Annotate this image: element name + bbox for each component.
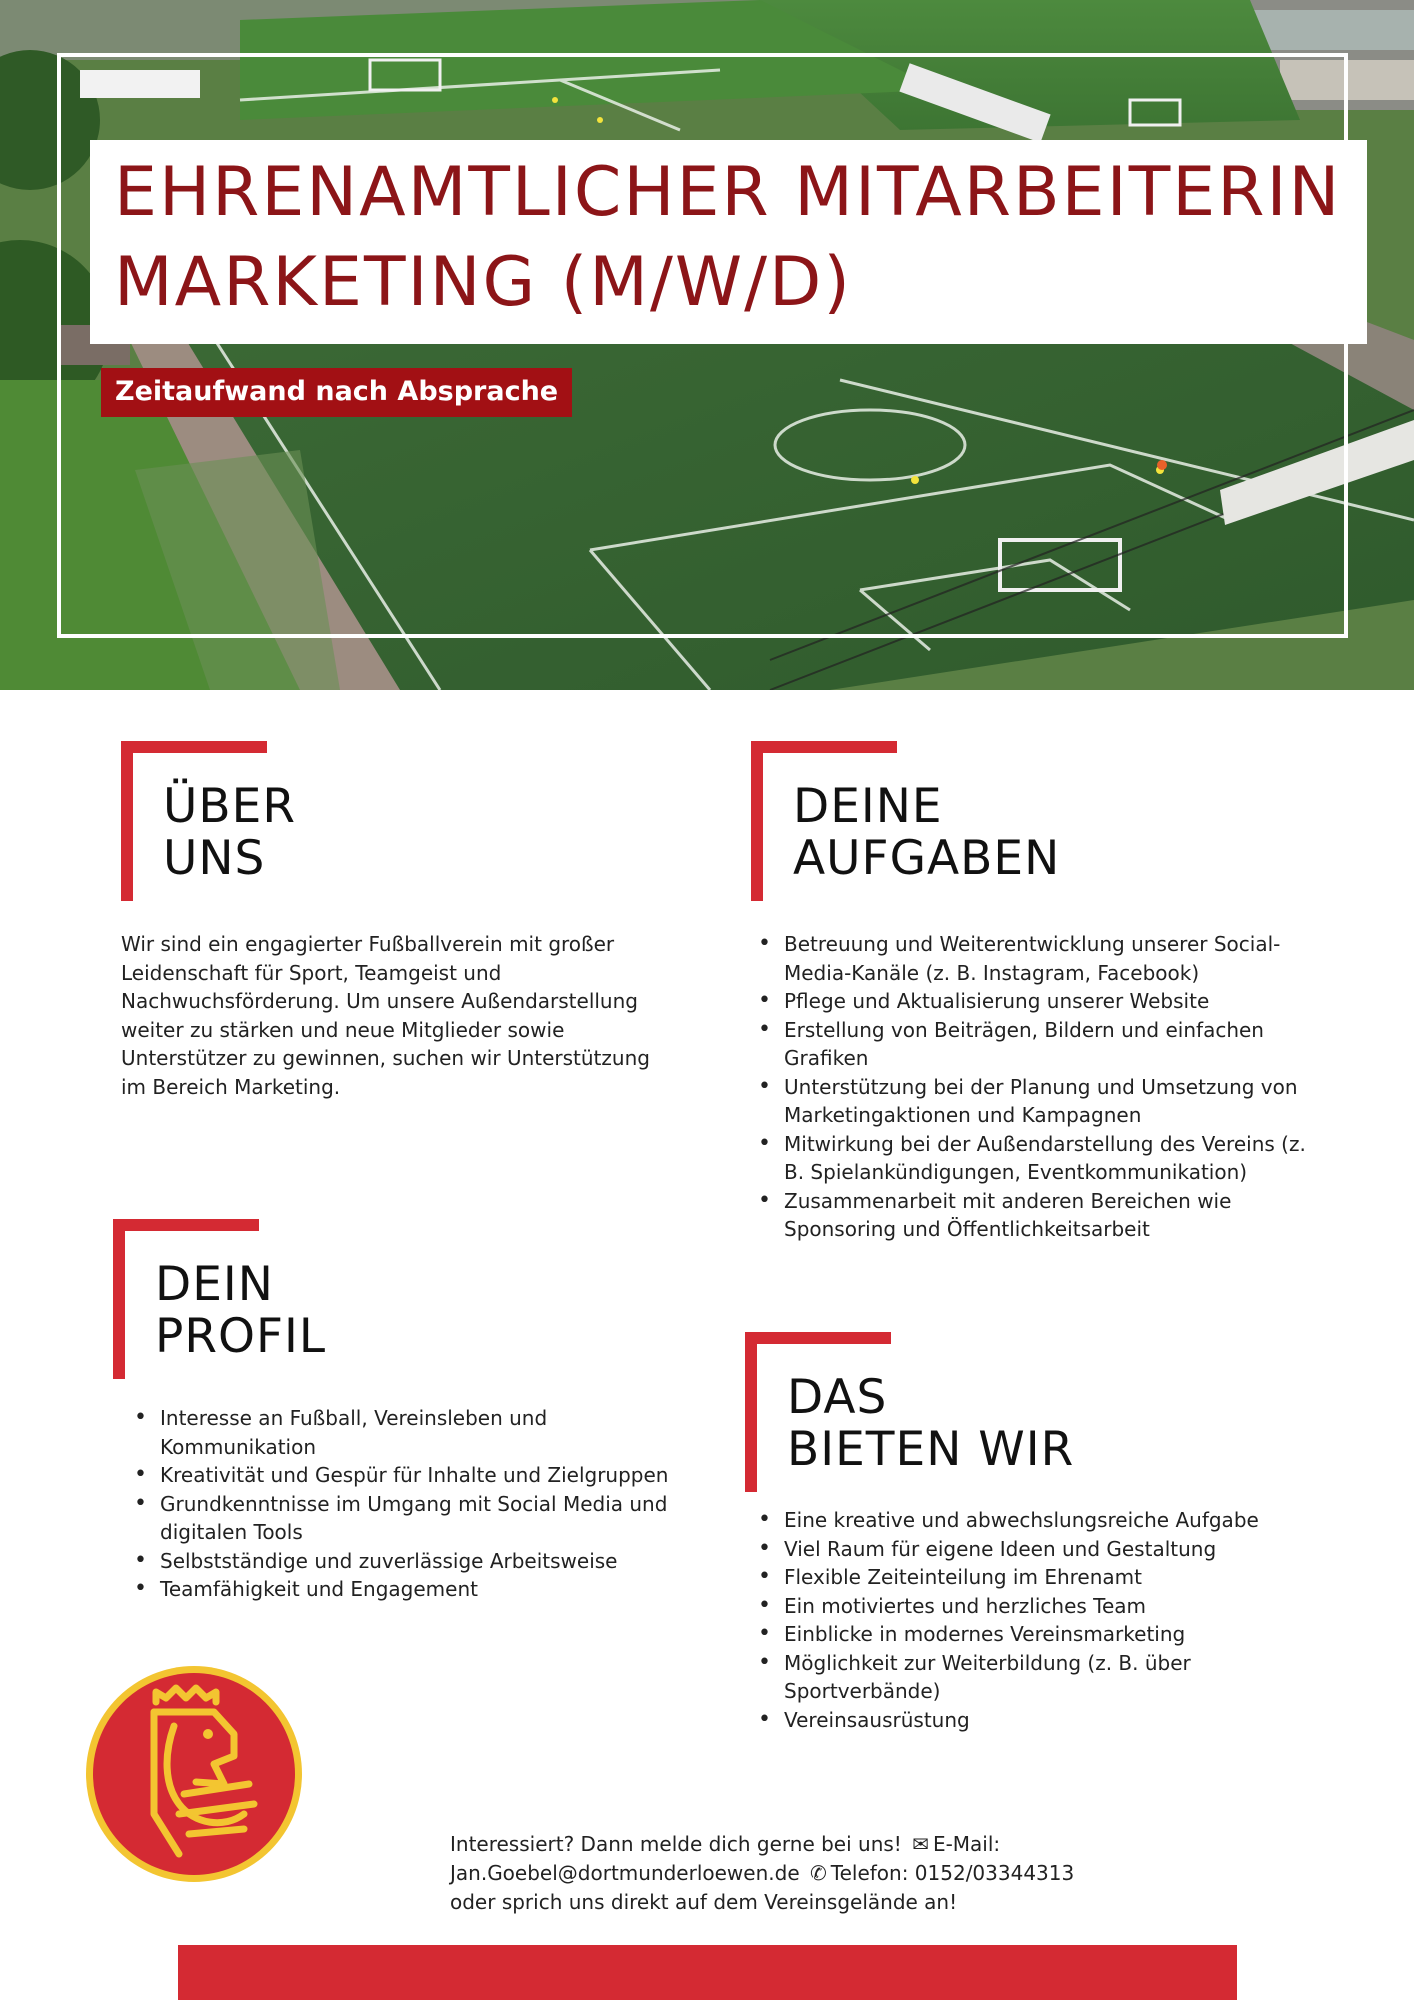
heading-accent-bar bbox=[121, 741, 133, 901]
job-title-line1: EHRENAMTLICHER MITARBEITERIN bbox=[114, 153, 1342, 232]
tasks-heading-text: DEINE AUFGABEN bbox=[793, 779, 1061, 886]
list-item: • Betreuung und Weiterentwicklung unserer Social-Media-Kanäle (z. B. Instagram, Facebook) bbox=[758, 930, 1318, 987]
list-item: • Unterstützung bei der Planung und Umsetzung von Marketingaktionen und Kampagnen bbox=[758, 1073, 1318, 1130]
list-item: • Flexible Zeiteinteilung im Ehrenamt bbox=[758, 1563, 1318, 1592]
heading-accent-bar bbox=[751, 741, 897, 753]
phone-number[interactable]: Telefon: 0152/03344313 bbox=[830, 1861, 1075, 1885]
list-item: • Viel Raum für eigene Ideen und Gestaltung bbox=[758, 1535, 1318, 1564]
about-text: Wir sind ein engagierter Fußballverein mit großer Leidenschaft für Sport, Teamgeist und Nachwuchsförderung. Um unsere Außendarstellung weiter zu stärken und neue Mitglieder sowie Unterstützer zu gewinnen, suchen wir Unterstützung im Bereich Marketing. bbox=[121, 932, 650, 1099]
time-commitment-badge: Zeitaufwand nach Absprache bbox=[101, 368, 572, 417]
contact-intro: Interessiert? Dann melde dich gerne bei uns! bbox=[450, 1832, 902, 1856]
profile-list bbox=[134, 1404, 694, 1604]
contact-info bbox=[450, 1830, 1150, 1917]
list-item: • Erstellung von Beiträgen, Bildern und einfachen Grafiken bbox=[758, 1016, 1318, 1073]
list-item: • Teamfähigkeit und Engagement bbox=[134, 1575, 694, 1604]
email-link[interactable]: Jan.Goebel@dortmunderloewen.de bbox=[450, 1861, 800, 1885]
offer-list bbox=[758, 1506, 1318, 1734]
list-item: • Vereinsausrüstung bbox=[758, 1706, 1318, 1735]
contact-outro: oder sprich uns direkt auf dem Vereinsgelände an! bbox=[450, 1890, 958, 1914]
job-title-line2: MARKETING (M/W/D) bbox=[114, 243, 852, 322]
list-item: • Mitwirkung bei der Außendarstellung des Vereins (z. B. Spielankündigungen, Eventkommunikation) bbox=[758, 1130, 1318, 1187]
list-item: • Grundkenntnisse im Umgang mit Social Media und digitalen Tools bbox=[134, 1490, 694, 1547]
heading-accent-bar bbox=[751, 741, 763, 901]
job-title-box bbox=[90, 140, 1367, 344]
hero-image bbox=[0, 0, 1414, 690]
envelope-icon: ✉ bbox=[912, 1832, 929, 1856]
list-item: • Selbstständige und zuverlässige Arbeitsweise bbox=[134, 1547, 694, 1576]
heading-accent-bar bbox=[113, 1219, 259, 1231]
list-item: • Kreativität und Gespür für Inhalte und Zielgruppen bbox=[134, 1461, 694, 1490]
about-heading-text: ÜBER UNS bbox=[163, 779, 296, 886]
club-lion-logo bbox=[84, 1664, 304, 1884]
list-item: • Ein motiviertes und herzliches Team bbox=[758, 1592, 1318, 1621]
heading-accent-bar bbox=[121, 741, 267, 753]
heading-accent-bar bbox=[113, 1219, 125, 1379]
list-item: • Zusammenarbeit mit anderen Bereichen wie Sponsoring und Öffentlichkeitsarbeit bbox=[758, 1187, 1318, 1244]
list-item: • Möglichkeit zur Weiterbildung (z. B. über Sportverbände) bbox=[758, 1649, 1318, 1706]
list-item: • Interesse an Fußball, Vereinsleben und Kommunikation bbox=[134, 1404, 694, 1461]
list-item: • Einblicke in modernes Vereinsmarketing bbox=[758, 1620, 1318, 1649]
heading-accent-bar bbox=[745, 1332, 891, 1344]
list-item: • Pflege und Aktualisierung unserer Website bbox=[758, 987, 1318, 1016]
heading-accent-bar bbox=[745, 1332, 757, 1492]
footer-bar bbox=[178, 1945, 1237, 2000]
profile-heading-text: DEIN PROFIL bbox=[155, 1257, 327, 1364]
tasks-list bbox=[758, 930, 1318, 1244]
email-label: E-Mail: bbox=[932, 1832, 1001, 1856]
offer-heading-text: DAS BIETEN WIR bbox=[787, 1370, 1075, 1477]
list-item: • Eine kreative und abwechslungsreiche Aufgabe bbox=[758, 1506, 1318, 1535]
telephone-icon: ✆ bbox=[810, 1861, 827, 1885]
